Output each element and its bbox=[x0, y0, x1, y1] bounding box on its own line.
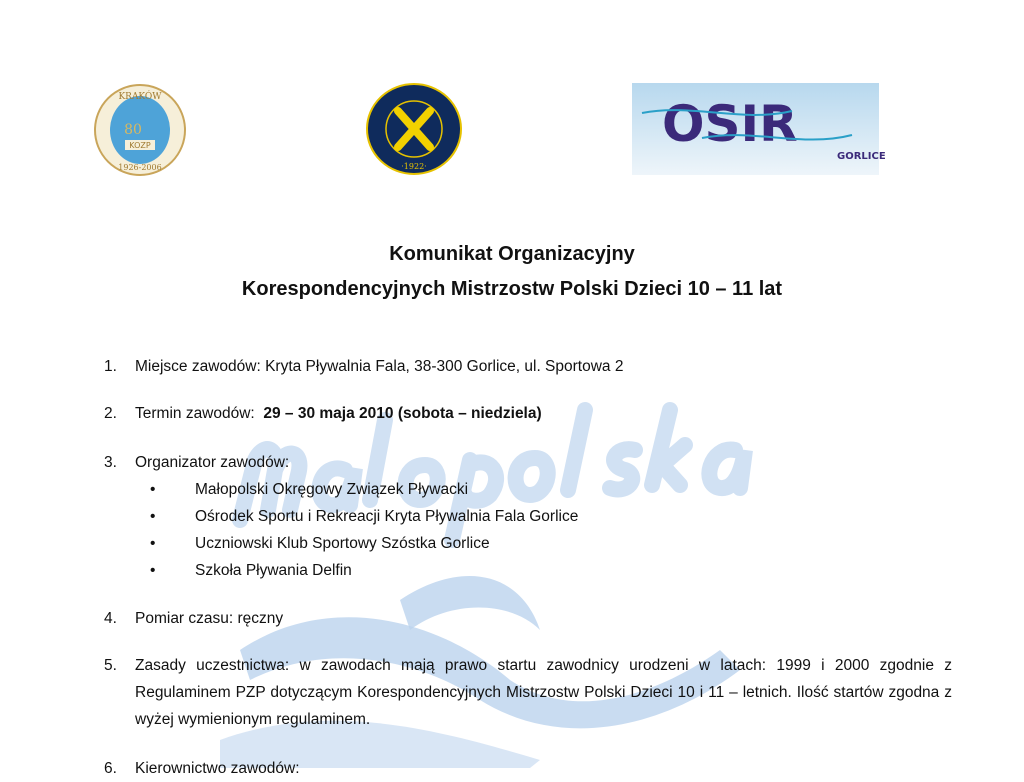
item-label: Termin zawodów: bbox=[135, 405, 255, 422]
item-text: Kierownictwo zawodów: bbox=[135, 760, 300, 777]
organizer-item: Szkoła Pływania Delfin bbox=[195, 562, 352, 579]
item-number: 6. bbox=[104, 760, 117, 777]
item-text: Miejsce zawodów: Kryta Pływalnia Fala, 38-300 Gorlice, ul. Sportowa 2 bbox=[135, 358, 624, 375]
list-item-4 bbox=[104, 605, 952, 632]
item-number: 1. bbox=[104, 358, 117, 375]
svg-text:1926-2006: 1926-2006 bbox=[118, 163, 162, 172]
svg-text:KOZP: KOZP bbox=[129, 141, 151, 150]
item-text: Pomiar czasu: ręczny bbox=[135, 610, 284, 627]
svg-text:·1922·: ·1922· bbox=[401, 162, 427, 171]
pzp-logo bbox=[366, 83, 462, 175]
list-item-6 bbox=[104, 755, 952, 782]
list-item-1 bbox=[104, 353, 952, 380]
bullet: • bbox=[150, 508, 156, 525]
item-number: 4. bbox=[104, 610, 117, 627]
organizer-item: Ośrodek Sportu i Rekreacji Kryta Pływalnia Fala Gorlice bbox=[195, 508, 579, 525]
item-text: Zasady uczestnictwa: w zawodach mają prawo startu zawodnicy urodzeni w latach: 1999 i 2000 zgodnie z Regulaminem PZP dotyczącym Korespondencyjnych Mistrzostw Polski Dzieci 10 i 11 – letnich. Ilość startów zgodna z wyżej wymienionym regulaminem. bbox=[135, 657, 952, 728]
svg-text:OSIR: OSIR bbox=[662, 95, 798, 153]
svg-text:GORLICE: GORLICE bbox=[837, 151, 886, 162]
item-number: 2. bbox=[104, 405, 117, 422]
list-item-5 bbox=[104, 652, 952, 733]
bullet: • bbox=[150, 562, 156, 579]
list-item-2 bbox=[104, 400, 952, 427]
svg-text:KRAKÓW: KRAKÓW bbox=[118, 92, 162, 102]
osir-gorlice-logo bbox=[632, 83, 886, 175]
organizer-item: Uczniowski Klub Sportowy Szóstka Gorlice bbox=[195, 535, 490, 552]
item-date: 29 – 30 maja 2010 (sobota – niedziela) bbox=[263, 405, 542, 422]
item-number: 5. bbox=[104, 657, 117, 674]
document-title-line2: Korespondencyjnych Mistrzostw Polski Dzieci 10 – 11 lat bbox=[241, 278, 783, 300]
list-item-3 bbox=[104, 449, 952, 476]
bullet: • bbox=[150, 481, 156, 498]
item-text: Organizator zawodów: bbox=[135, 454, 290, 471]
document-title-line1: Komunikat Organizacyjny bbox=[389, 243, 635, 265]
krakow-ozp-logo bbox=[93, 84, 188, 176]
item-number: 3. bbox=[104, 454, 117, 471]
svg-text:80: 80 bbox=[124, 122, 142, 138]
bullet: • bbox=[150, 535, 156, 552]
organizer-item: Małopolski Okręgowy Związek Pływacki bbox=[195, 481, 469, 498]
